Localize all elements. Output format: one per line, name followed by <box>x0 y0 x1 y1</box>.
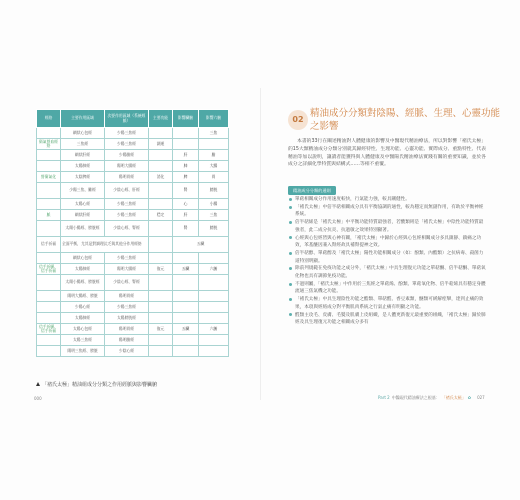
bullet-dot-icon <box>289 236 292 239</box>
table-header: 經絡 <box>37 110 61 128</box>
table-header: 次要作用區域（系統經脈） <box>105 110 149 128</box>
table-cell <box>149 346 173 357</box>
list-item-text: 不過則屬，「褚氏太極」中作用於三焦經之單萜烯、酚類、單萜氧化物、倍半萜烯具有穩定身體流通三焦氣機之功能。 <box>295 281 486 295</box>
table-row <box>37 253 229 264</box>
table-cell: 網狀心包經 <box>61 253 105 264</box>
table-cell: 少陽三焦經 <box>105 128 149 139</box>
bullet-dot-icon <box>289 313 292 316</box>
table-cell <box>149 183 173 199</box>
table-caption <box>36 381 236 388</box>
table-cell <box>173 313 199 324</box>
table-cell: 信手祈願、信手祈福 <box>37 264 61 275</box>
section-number: 02 <box>292 115 304 124</box>
table-cell: 小腸 <box>199 199 229 210</box>
bullet-dot-icon <box>289 298 292 301</box>
table-cell <box>199 253 229 264</box>
page-footer <box>378 395 514 403</box>
left-page <box>6 94 260 401</box>
table-cell <box>149 221 173 237</box>
list-item-text: 醛類主攻毛、皮膚、毛髮及肌膚上皮組織，是人體更新復元最重要的組織，「褚氏太極」歸於肺經及具生理復元功能之相關成分多有 <box>295 312 486 325</box>
table-cell: 信手祈願、信手祈福 <box>37 324 61 335</box>
list-item-text: 除前列規範在免疫功能之成分外，「褚氏太極」中具生理復元功能之單萜酮、倍半萜酮、單萜氧化物也具有調節免疫功能。 <box>295 266 486 279</box>
table-row <box>37 313 229 324</box>
table-row <box>37 210 229 221</box>
left-page-number: 000 <box>34 396 42 401</box>
table-cell <box>199 335 229 346</box>
table-cell: 膽 <box>199 150 229 161</box>
table-cell <box>149 128 173 139</box>
triangle-icon <box>36 382 40 386</box>
table-cell <box>37 150 61 161</box>
table-cell: 太陰脾經 <box>61 172 105 183</box>
footer-part: Part 2 <box>378 395 390 400</box>
table-cell: 脈 <box>37 210 61 221</box>
table-cell: 少陽三焦經 <box>105 210 149 221</box>
table-cell: 少陽三焦經 <box>105 302 149 313</box>
table-cell: 少陽三焦經 <box>105 199 149 210</box>
table-cell: 陽明三焦經、膀胱 <box>61 346 105 357</box>
table-header: 影響臟腑 <box>173 110 199 128</box>
table-row <box>37 346 229 357</box>
bullet-dot-icon <box>289 283 292 286</box>
table-cell: 腎 <box>173 183 199 199</box>
caption-text: 「褚氏太極」精油組成分分類之作用經脈與影響臟腑 <box>42 382 158 388</box>
bullet-dot-icon <box>289 198 292 201</box>
table-cell: 太陽肺經 <box>61 161 105 172</box>
table-cell <box>199 291 229 302</box>
section-heading <box>288 108 516 138</box>
table-cell <box>173 346 199 357</box>
table-cell: 穩定 <box>149 210 173 221</box>
list-item <box>288 312 486 327</box>
table-cell <box>149 237 173 253</box>
table-cell <box>37 302 61 313</box>
table-cell: 太陽肺經 <box>61 264 105 275</box>
table-cell <box>37 346 61 357</box>
table-cell <box>149 302 173 313</box>
table-cell <box>37 161 61 172</box>
table-row <box>37 237 229 253</box>
table-row <box>37 264 229 275</box>
table-cell: 膀胱 <box>199 183 229 199</box>
table-cell: 陽明大腸經 <box>105 264 149 275</box>
list-item-text: 倍半萜烯是「褚氏太極」中平衡功能特質最強者，若酸類則是「褚氏太極」中陰性功能特質最強者，此二成分抗炎、抗過敏之效果特別顯著。 <box>295 220 484 233</box>
table-cell: 少陽三焦經 <box>105 253 149 264</box>
list-item <box>288 265 486 280</box>
table-cell: 太陽膀胱經 <box>105 313 149 324</box>
table-cell: 全面平衡，尤其是對調理汰乏與其他分作用經絡 <box>61 237 149 253</box>
list-item-text: 「褚氏太極」中具生理陰性功能之酯類、單萜醛、香豆素類，醚類可緩解痙攣，達到止痛的效果，本項與經絡成分對平衡肌肉系統之行氣止痛有明顯之功能。 <box>295 297 484 310</box>
table-row <box>37 291 229 302</box>
table-cell: 肝 <box>173 150 199 161</box>
table-cell: 肝 <box>173 210 199 221</box>
table-cell <box>149 150 173 161</box>
table-cell: 調運 <box>149 139 173 150</box>
table-cell: 六腑 <box>199 264 229 275</box>
list-item <box>288 281 486 296</box>
table-cell: 三焦經 <box>61 139 105 150</box>
table-cell <box>173 139 199 150</box>
table-header: 主要功能 <box>149 110 173 128</box>
table-cell <box>149 291 173 302</box>
table-cell: 陽明大腸經 <box>105 161 149 172</box>
table-cell: 膀胱 <box>199 221 229 237</box>
right-page-number: 027 <box>477 395 485 400</box>
table-cell: 胃 <box>199 172 229 183</box>
table-cell: 少陰心經 <box>105 346 149 357</box>
table-row <box>37 128 229 139</box>
table-cell <box>149 335 173 346</box>
table-row <box>37 150 229 161</box>
list-item <box>288 196 486 203</box>
table-cell: 五臟 <box>173 324 199 335</box>
table-row <box>37 183 229 199</box>
table-cell <box>173 335 199 346</box>
table-cell: 太陽心經 <box>61 199 105 210</box>
table-cell: 三焦 <box>199 210 229 221</box>
table-cell: 少陰心經、肝經 <box>105 183 149 199</box>
table-cell: 陽明膽經 <box>105 335 149 346</box>
list-item-text: 倍半萜醇、單萜醇及「褚氏太極」陽性功能相關成分（如：酚類、內酯類）之抗病毒、殺菌力道特別明顯。 <box>295 251 484 264</box>
table-cell: 少陽三焦、難經 <box>61 183 105 199</box>
table-cell: 太陽小腸經、膀胱經 <box>61 221 105 237</box>
table-cell <box>173 253 199 264</box>
list-item <box>288 250 486 265</box>
table-cell: 網狀肝經 <box>61 210 105 221</box>
table-cell: 網狀肝經 <box>61 150 105 161</box>
table-cell <box>149 253 173 264</box>
table-cell: 少陰心經、腎經 <box>105 275 149 291</box>
bullet-dot-icon <box>289 221 292 224</box>
table-cell <box>37 128 61 139</box>
table-row <box>37 199 229 210</box>
table-cell <box>199 139 229 150</box>
list-item <box>288 204 486 219</box>
table-cell <box>199 313 229 324</box>
table-cell: 營衛氣化 <box>37 172 61 183</box>
intro-paragraph: 本書的33行在闡述精油對人體健康的影響及中醫現代精油療法，所以對影響「褚氏太極」的15大類精油成分分類分別就其歸經特性、生理功能、心靈功能、實際成分、重點特性、代表精油等加以說明，讓讀者能獲得與人體健康及中醫陽氏精油療法實踐有關的重要知識，並於各成分之詳細化學特質與結構式……等相不重覆。 <box>288 139 486 168</box>
table-cell <box>173 302 199 313</box>
table-cell: 太陽肺經 <box>61 313 105 324</box>
table-row <box>37 324 229 335</box>
table-header: 影響六腑 <box>199 110 229 128</box>
table-cell <box>173 275 199 291</box>
table-row <box>37 302 229 313</box>
page-gutter <box>260 88 261 400</box>
list-item-text: 單萜相關成分作用速度較快，行氣能力強，較具剛健性。 <box>295 197 410 202</box>
table-row <box>37 275 229 291</box>
table-cell: 信手祈福 <box>37 237 61 253</box>
table-row <box>37 335 229 346</box>
table-cell <box>173 291 199 302</box>
table-cell: 少陽膽經 <box>105 150 149 161</box>
list-item-text: 心經與心包經皆與心神有關，「褚氏太極」中歸於心經與心包經相關成分多具鎮靜、鎮痛之功效，苯基醚因兼入腎經故具補腎提神之效。 <box>295 235 482 249</box>
table-cell <box>37 253 61 264</box>
table-row <box>37 221 229 237</box>
table-cell <box>199 275 229 291</box>
list-item <box>288 235 486 250</box>
table-header-row <box>37 110 229 128</box>
table-cell: 陽明大腸經、膀胱 <box>61 291 105 302</box>
table-cell <box>149 313 173 324</box>
table-cell: 太陽三焦經 <box>61 335 105 346</box>
footer-title: 中醫現代精油療法之根基： <box>391 395 440 400</box>
table-cell <box>37 313 61 324</box>
table-cell: 脾 <box>173 172 199 183</box>
table-cell <box>199 302 229 313</box>
table-cell: 少陰心經、腎經 <box>105 221 149 237</box>
table-cell <box>37 221 61 237</box>
table-cell <box>37 291 61 302</box>
table-cell <box>37 275 61 291</box>
bullet-list <box>288 196 486 327</box>
table-cell: 太陽小腸經、膀胱經 <box>61 275 105 291</box>
table-cell: 復元 <box>149 324 173 335</box>
table-row <box>37 161 229 172</box>
table-cell: 陽明胃經 <box>105 291 149 302</box>
table-cell: 大腸 <box>199 161 229 172</box>
table-cell <box>37 183 61 199</box>
table-cell: 六腑 <box>199 324 229 335</box>
table-cell <box>149 199 173 210</box>
table-row <box>37 172 229 183</box>
table-cell: 消化 <box>149 172 173 183</box>
table-cell <box>149 161 173 172</box>
list-item-text: 「褚氏太極」中倍半萜相關成分具有平衡協調的通性，較為穩定而無副作用，有助於平衡神經系統。 <box>295 204 484 218</box>
table-cell: 三焦 <box>199 128 229 139</box>
table-cell: 肺 <box>173 161 199 172</box>
list-item <box>288 219 486 234</box>
table-cell: 心 <box>173 199 199 210</box>
table-row <box>37 139 229 150</box>
section-title: 精油成分分類對陰陽、經脈、生理、心靈功能之影響 <box>310 108 501 132</box>
bullet-dot-icon <box>289 252 292 255</box>
table-cell: 衛氣營血經絡 <box>37 139 61 150</box>
table-cell <box>199 346 229 357</box>
table-cell: 少陽心經 <box>61 302 105 313</box>
table-cell: 五臟 <box>173 237 229 253</box>
flower-icon: ✿ <box>467 395 472 400</box>
table-cell: 陽明胃經 <box>105 324 149 335</box>
bullet-dot-icon <box>289 267 292 270</box>
table-body <box>37 128 229 357</box>
table-cell: 網狀心包經 <box>61 128 105 139</box>
bullet-dot-icon <box>289 206 292 209</box>
right-page <box>266 94 516 400</box>
table-cell: 少陽三焦經 <box>105 139 149 150</box>
table-header: 主要作用區域 <box>61 110 105 128</box>
subheading-tag: 精油成分分類的通則 <box>288 186 336 195</box>
table-cell <box>37 199 61 210</box>
table-cell: 陽明胃經 <box>105 172 149 183</box>
footer-highlight: 「褚氏太極」 <box>441 395 466 400</box>
list-item <box>288 296 486 311</box>
table-cell <box>149 275 173 291</box>
table-cell: 五臟 <box>173 264 199 275</box>
table-cell: 腎 <box>173 221 199 237</box>
meridian-table <box>36 109 229 357</box>
table-cell <box>173 128 199 139</box>
table-cell <box>37 335 61 346</box>
table-cell: 復元 <box>149 264 173 275</box>
table-cell: 太陽心包經 <box>61 324 105 335</box>
